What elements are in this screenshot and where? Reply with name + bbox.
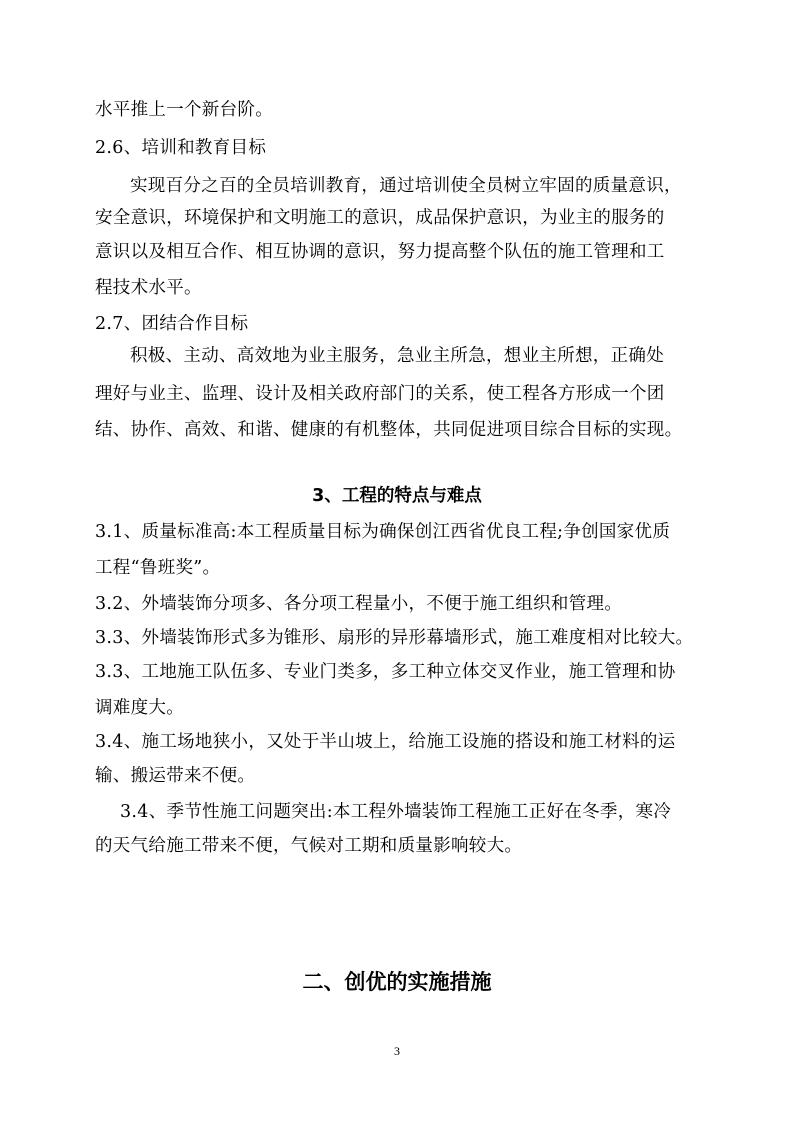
paragraph-line: 结、协作、高效、和谐、健康的有机整体，共同促进项目综合目标的实现。 [95, 420, 683, 440]
chapter-heading: 二、创优的实施措施 [302, 970, 492, 994]
list-item-line: 3.3、外墙装饰形式多为锥形、扇形的异形幕墙形式，施工难度相对比较大。 [95, 628, 694, 648]
list-item-line: 3.2、外墙装饰分项多、各分项工程量小，不便于施工组织和管理。 [95, 594, 623, 614]
paragraph-line: 积极、主动、高效地为业主服务，急业主所急，想业主所想，正确处 [130, 346, 664, 366]
list-item-line: 3.4、季节性施工问题突出:本工程外墙装饰工程施工正好在冬季，寒冷 [120, 802, 672, 822]
paragraph-line: 程技术水平。 [95, 278, 202, 298]
list-item-line: 的天气给施工带来不便，气候对工期和质量影响较大。 [95, 836, 523, 856]
list-item-line: 3.4、施工场地狭小，又处于半山坡上，给施工设施的搭设和施工材料的运 [95, 732, 676, 752]
list-item-line: 输、搬运带来不便。 [95, 766, 256, 786]
paragraph-line: 意识以及相互合作、相互协调的意识，努力提高整个队伍的施工管理和工 [95, 242, 665, 262]
paragraph-line: 实现百分之百的全员培训教育，通过培训使全员树立牢固的质量意识， [130, 176, 682, 196]
list-item-line: 3.3、工地施工队伍多、专业门类多，多工种立体交叉作业，施工管理和协 [95, 662, 676, 682]
list-item-line: 3.1、质量标准高:本工程质量目标为确保创江西省优良工程;争创国家优质 [95, 522, 671, 542]
paragraph-line: 水平推上一个新台阶。 [95, 100, 273, 120]
subsection-heading-2-6: 2.6、培训和教育目标 [95, 138, 267, 158]
list-item-line: 工程“鲁班奖”。 [95, 558, 221, 578]
list-item-line: 调难度大。 [95, 698, 184, 718]
page-number: 3 [394, 1044, 400, 1058]
paragraph-line: 理好与业主、监理、设计及相关政府部门的关系，使工程各方形成一个团 [95, 384, 665, 404]
section-heading: 3、工程的特点与难点 [312, 486, 482, 506]
paragraph-line: 安全意识，环境保护和文明施工的意识，成品保护意识，为业主的服务的 [95, 208, 665, 228]
subsection-heading-2-7: 2.7、团结合作目标 [95, 314, 249, 334]
